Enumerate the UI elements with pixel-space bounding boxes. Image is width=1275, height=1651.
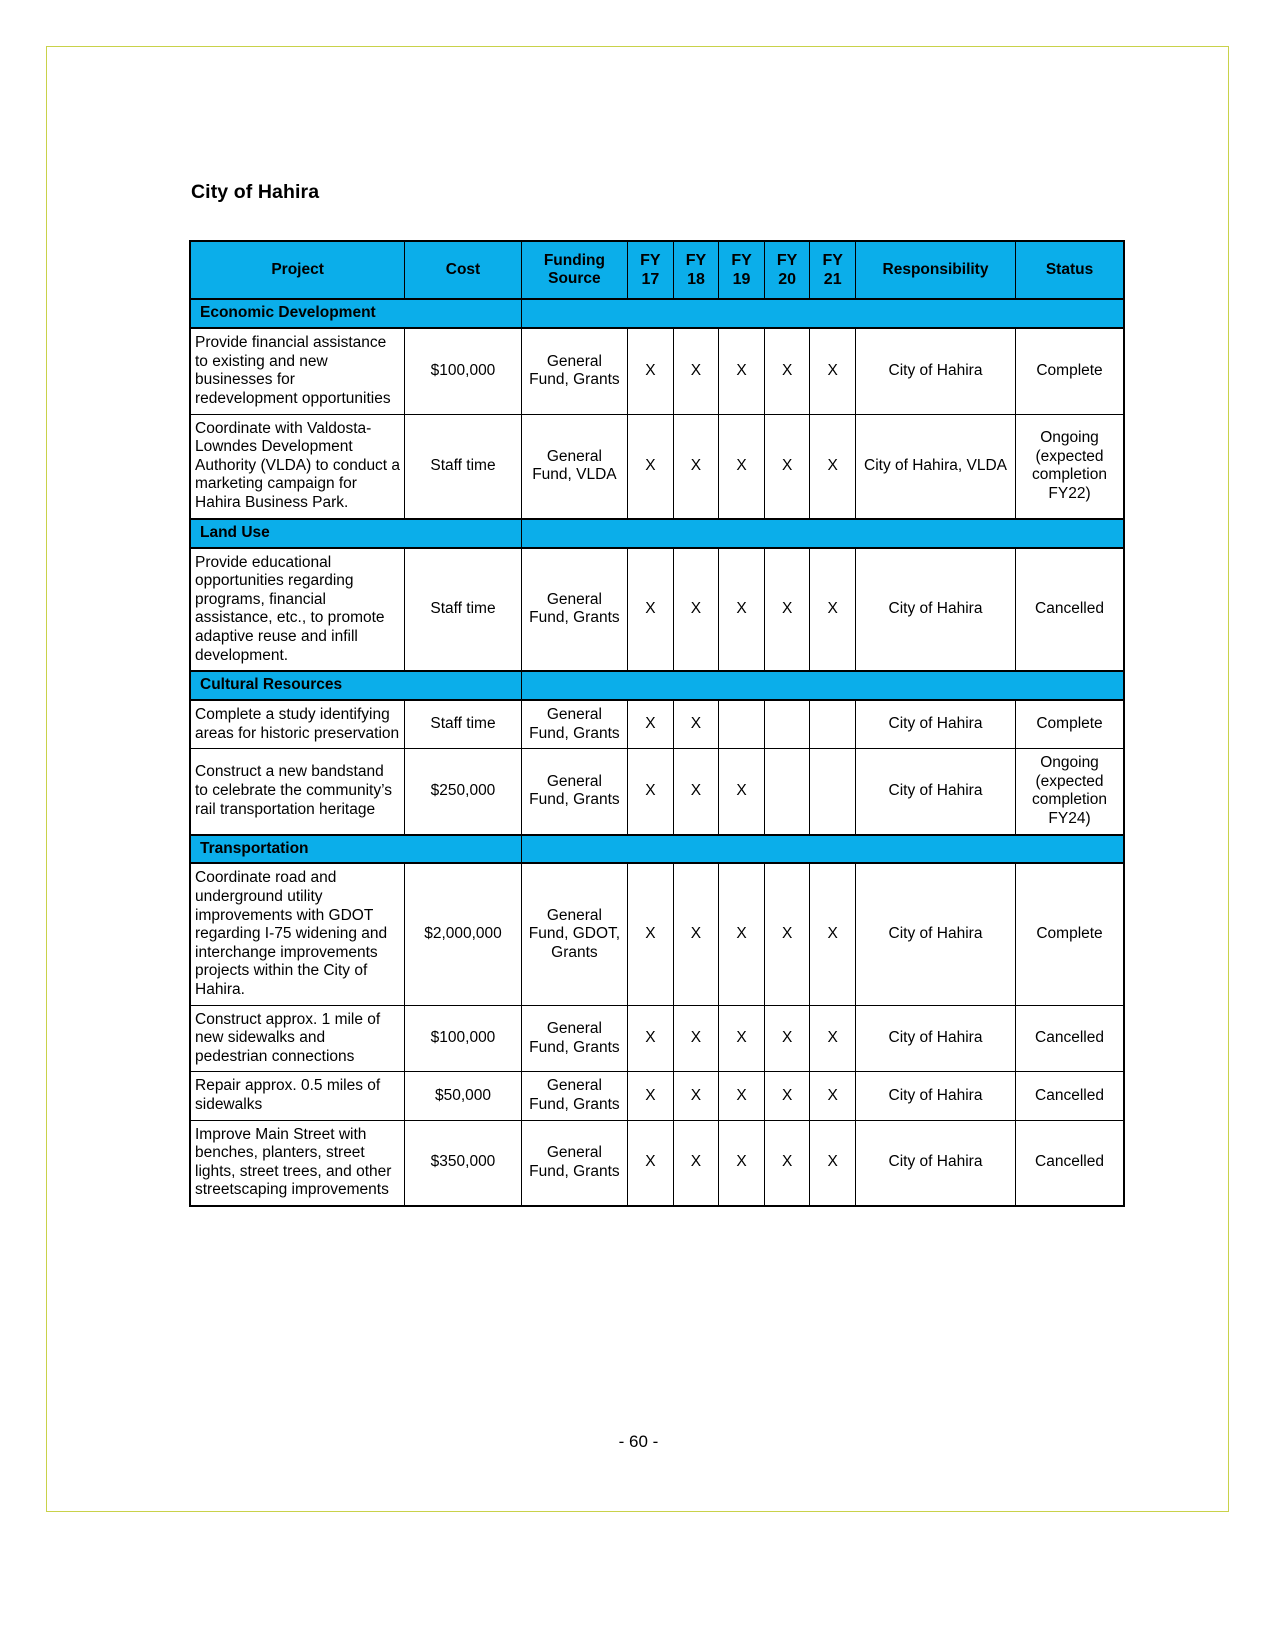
cell-fy20 [764, 749, 810, 835]
cell-responsibility: City of Hahira [855, 749, 1015, 835]
cell-fy18: X [673, 863, 719, 1005]
cell-fy17: X [628, 1005, 674, 1072]
cell-responsibility: City of Hahira [855, 863, 1015, 1005]
column-header-funding-source-line1: Funding [543, 251, 605, 269]
cell-fy18: X [673, 749, 719, 835]
cell-fy17: X [628, 414, 674, 518]
table-row [190, 328, 1124, 414]
cell-fy20: X [764, 1072, 810, 1120]
fy17-year: 17 [641, 271, 660, 289]
cell-cost: $350,000 [405, 1120, 521, 1206]
cell-funding-source: General Fund, Grants [521, 328, 627, 414]
fy18-year: 18 [687, 271, 705, 289]
cell-cost: Staff time [405, 414, 521, 518]
cell-fy18: X [673, 1005, 719, 1072]
cell-responsibility: City of Hahira [855, 328, 1015, 414]
cell-cost: $50,000 [405, 1072, 521, 1120]
table-row [190, 863, 1124, 1005]
cell-fy21 [810, 700, 856, 749]
cell-funding-source: General Fund, Grants [521, 749, 627, 835]
section-header-row [190, 299, 1124, 328]
cell-project: Coordinate road and underground utility improvements with GDOT regarding I-75 widening and interchange improvements projects within the City of Hahira. [190, 863, 405, 1005]
table-row [190, 548, 1124, 672]
cell-fy17: X [628, 328, 674, 414]
cell-status: Ongoing (expected completion FY22) [1016, 414, 1124, 518]
cell-fy21 [810, 749, 856, 835]
fy20-year: 20 [778, 271, 797, 289]
table-row [190, 749, 1124, 835]
cell-fy21: X [810, 1005, 856, 1072]
cell-funding-source: General Fund, Grants [521, 1005, 627, 1072]
cell-project: Complete a study identifying areas for historic preservation [190, 700, 405, 749]
cell-status: Cancelled [1016, 1072, 1124, 1120]
column-header-status: Status [1016, 241, 1124, 299]
cell-status: Cancelled [1016, 1005, 1124, 1072]
cell-cost: Staff time [405, 548, 521, 672]
cell-fy21: X [810, 414, 856, 518]
cell-responsibility: City of Hahira [855, 1072, 1015, 1120]
cell-funding-source: General Fund, Grants [521, 1072, 627, 1120]
cell-responsibility: City of Hahira [855, 1005, 1015, 1072]
cell-fy17: X [628, 749, 674, 835]
cell-fy18: X [673, 1120, 719, 1206]
cell-fy20: X [764, 414, 810, 518]
cell-fy17: X [628, 1072, 674, 1120]
column-header-project: Project [190, 241, 405, 299]
cell-project: Construct a new bandstand to celebrate the community’s rail transportation heritage [190, 749, 405, 835]
cell-fy18: X [673, 1072, 719, 1120]
page-title: City of Hahira [191, 181, 320, 203]
cell-status: Complete [1016, 700, 1124, 749]
cell-fy21: X [810, 1072, 856, 1120]
section-spacer [521, 835, 1124, 864]
cell-fy20 [764, 700, 810, 749]
cell-responsibility: City of Hahira [855, 1120, 1015, 1206]
cell-funding-source: General Fund, VLDA [521, 414, 627, 518]
table-row [190, 1005, 1124, 1072]
section-header-row [190, 835, 1124, 864]
cell-fy17: X [628, 863, 674, 1005]
cell-fy21: X [810, 328, 856, 414]
cell-responsibility: City of Hahira, VLDA [855, 414, 1015, 518]
cell-funding-source: General Fund, Grants [521, 548, 627, 672]
cell-fy19: X [719, 863, 765, 1005]
cell-fy21: X [810, 548, 856, 672]
table-row [190, 1120, 1124, 1206]
cell-fy17: X [628, 700, 674, 749]
cell-fy21: X [810, 863, 856, 1005]
section-title: Economic Development [190, 299, 521, 328]
cell-status: Ongoing (expected completion FY24) [1016, 749, 1124, 835]
cell-cost: $250,000 [405, 749, 521, 835]
cell-status: Complete [1016, 328, 1124, 414]
cell-fy18: X [673, 414, 719, 518]
cell-fy19: X [719, 328, 765, 414]
section-title: Cultural Resources [190, 671, 521, 700]
cell-project: Repair approx. 0.5 miles of sidewalks [190, 1072, 405, 1120]
table-header [190, 241, 1124, 299]
page-frame [46, 46, 1229, 1512]
cell-fy19: X [719, 1005, 765, 1072]
column-header-fy19 [719, 241, 765, 299]
fy21-year: 21 [823, 271, 842, 289]
cell-fy19 [719, 700, 765, 749]
cell-fy20: X [764, 863, 810, 1005]
cell-fy21: X [810, 1120, 856, 1206]
section-spacer [521, 519, 1124, 548]
work-program-table [189, 240, 1125, 1207]
cell-fy19: X [719, 548, 765, 672]
section-spacer [521, 671, 1124, 700]
column-header-fy17 [628, 241, 674, 299]
cell-funding-source: General Fund, Grants [521, 1120, 627, 1206]
cell-fy20: X [764, 1120, 810, 1206]
cell-project: Construct approx. 1 mile of new sidewalks and pedestrian connections [190, 1005, 405, 1072]
table-row [190, 414, 1124, 518]
cell-project: Provide financial assistance to existing and new businesses for redevelopment opportunities [190, 328, 405, 414]
fy19-year: 19 [732, 271, 751, 289]
cell-fy19: X [719, 1072, 765, 1120]
cell-status: Cancelled [1016, 548, 1124, 672]
fy20-prefix: FY [776, 252, 798, 269]
fy18-prefix: FY [685, 252, 707, 269]
table-row [190, 700, 1124, 749]
cell-funding-source: General Fund, Grants [521, 700, 627, 749]
cell-fy19: X [719, 749, 765, 835]
cell-project: Improve Main Street with benches, planters, street lights, street trees, and other streetscaping improvements [190, 1120, 405, 1206]
cell-cost: $100,000 [405, 328, 521, 414]
fy21-prefix: FY [822, 252, 843, 269]
cell-fy17: X [628, 1120, 674, 1206]
cell-funding-source: General Fund, GDOT, Grants [521, 863, 627, 1005]
cell-cost: $2,000,000 [405, 863, 521, 1005]
cell-fy18: X [673, 548, 719, 672]
section-header-row [190, 519, 1124, 548]
cell-fy17: X [628, 548, 674, 672]
cell-status: Cancelled [1016, 1120, 1124, 1206]
section-title: Transportation [190, 835, 521, 864]
table-row [190, 1072, 1124, 1120]
column-header-responsibility: Responsibility [855, 241, 1015, 299]
section-title: Land Use [190, 519, 521, 548]
cell-fy19: X [719, 414, 765, 518]
cell-cost: Staff time [405, 700, 521, 749]
cell-project: Coordinate with Valdosta-Lowndes Development Authority (VLDA) to conduct a marketing campaign for Hahira Business Park. [190, 414, 405, 518]
cell-responsibility: City of Hahira [855, 548, 1015, 672]
cell-fy20: X [764, 1005, 810, 1072]
table-header-row [190, 241, 1124, 299]
table-body [190, 299, 1124, 1206]
cell-fy19: X [719, 1120, 765, 1206]
cell-project: Provide educational opportunities regarding programs, financial assistance, etc., to promote adaptive reuse and infill development. [190, 548, 405, 672]
section-spacer [521, 299, 1124, 328]
column-header-fy20 [764, 241, 810, 299]
cell-cost: $100,000 [405, 1005, 521, 1072]
cell-status: Complete [1016, 863, 1124, 1005]
column-header-fy21 [810, 241, 856, 299]
page-number-footer: - 60 - [618, 1432, 659, 1451]
section-header-row [190, 671, 1124, 700]
fy17-prefix: FY [640, 252, 661, 269]
cell-responsibility: City of Hahira [855, 700, 1015, 749]
cell-fy20: X [764, 548, 810, 672]
page-content [189, 181, 1129, 1207]
column-header-funding-source-line2: Source [548, 270, 601, 288]
column-header-fy18 [673, 241, 719, 299]
cell-fy18: X [673, 328, 719, 414]
fy19-prefix: FY [731, 252, 752, 269]
column-header-funding-source [521, 241, 627, 299]
column-header-cost: Cost [405, 241, 521, 299]
cell-fy18: X [673, 700, 719, 749]
cell-fy20: X [764, 328, 810, 414]
